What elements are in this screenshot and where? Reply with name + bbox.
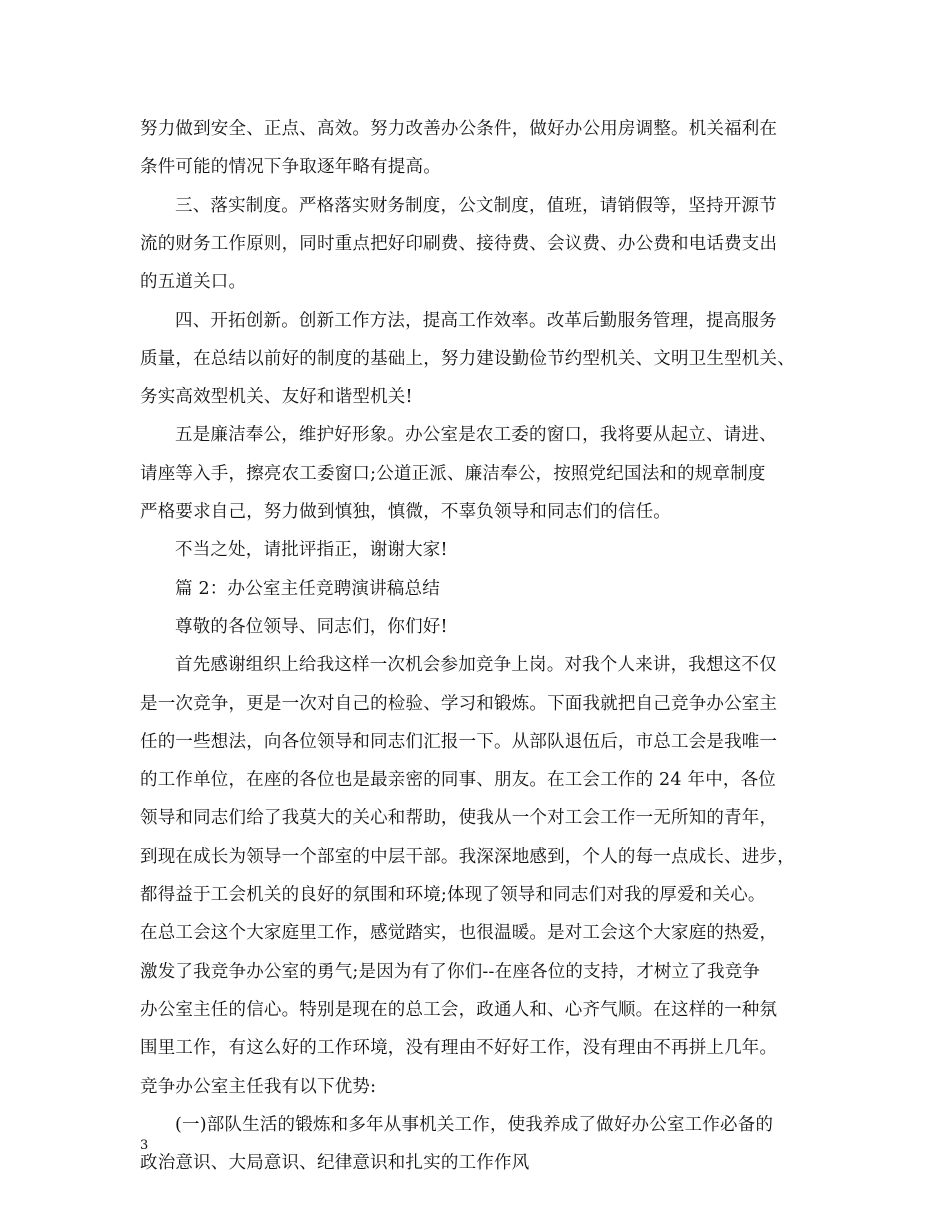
text-line: 请座等入手，擦亮农工委窗口;公道正派、廉洁奉公，按照党纪国法和的规章制度: [140, 463, 766, 484]
text-line: 任的一些想法，向各位领导和同志们汇报一下。从部队退伍后，市总工会是我唯一: [140, 731, 778, 752]
text-line: 领导和同志们给了我莫大的关心和帮助，使我从一个对工会工作一无所知的青年，: [140, 808, 778, 829]
text-line: 竞争办公室主任我有以下优势:: [140, 1076, 377, 1097]
text-line: 务实高效型机关、友好和谐型机关!: [140, 387, 413, 408]
text-line: 办公室主任的信心。特别是现在的总工会，政通人和、心齐气顺。在这样的一种氛: [140, 999, 778, 1020]
page-number: 3: [140, 1138, 149, 1153]
text-line: 四、开拓创新。创新工作方法，提高工作效率。改革后勤服务管理，提高服务: [175, 310, 777, 331]
text-line: 政治意识、大局意识、纪律意识和扎实的工作作风: [140, 1153, 530, 1174]
text-line: 努力做到安全、正点、高效。努力改善办公条件，做好办公用房调整。机关福利在: [140, 119, 778, 139]
text-line: 五是廉洁奉公，维护好形象。办公室是农工委的窗口，我将要从起立、请进、: [175, 425, 777, 446]
text-line: 流的财务工作原则，同时重点把好印刷费、接待费、会议费、办公费和电话费支出: [140, 233, 778, 254]
text-line: 是一次竞争，更是一次对自己的检验、学习和锻炼。下面我就把自己竞争办公室主: [140, 693, 778, 714]
text-line: 在总工会这个大家庭里工作，感觉踏实，也很温暖。是对工会这个大家庭的热爱，: [140, 923, 778, 944]
text-line: 严格要求自己，努力做到慎独，慎微，不辜负领导和同志们的信任。: [140, 502, 671, 522]
text-line: 的工作单位，在座的各位也是最亲密的同事、朋友。在工会工作的 24 年中，各位: [140, 770, 776, 791]
text-line: 尊敬的各位领导、同志们，你们好!: [175, 616, 448, 637]
text-line: 围里工作，有这么好的工作环境，没有理由不好好工作，没有理由不再拼上几年。: [140, 1038, 778, 1059]
text-line: 质量，在总结以前好的制度的基础上，努力建设勤俭节约型机关、文明卫生型机关、: [140, 348, 795, 369]
text-line: 条件可能的情况下争取逐年略有提高。: [140, 157, 441, 178]
text-line: 到现在成长为领导一个部室的中层干部。我深深地感到，个人的每一点成长、进步，: [140, 846, 795, 867]
text-line: 都得益于工会机关的良好的氛围和环境;体现了领导和同志们对我的厚爱和关心。: [140, 885, 766, 905]
text-line: 首先感谢组织上给我这样一次机会参加竞争上岗。对我个人来讲，我想这不仅: [175, 655, 777, 676]
text-line: 的五道关口。: [140, 272, 247, 293]
text-line: 篇 2：办公室主任竞聘演讲稿总结: [175, 578, 440, 599]
text-line: 三、落实制度。严格落实财务制度，公文制度，值班，请销假等，坚持开源节: [175, 195, 777, 216]
text-line: (一)部队生活的锻炼和多年从事机关工作，使我养成了做好办公室工作必备的: [175, 1114, 774, 1135]
text-line: 不当之处，请批评指正，谢谢大家!: [175, 540, 448, 561]
text-line: 激发了我竞争办公室的勇气;是因为有了你们--在座各位的支持，才树立了我竞争: [140, 961, 761, 982]
